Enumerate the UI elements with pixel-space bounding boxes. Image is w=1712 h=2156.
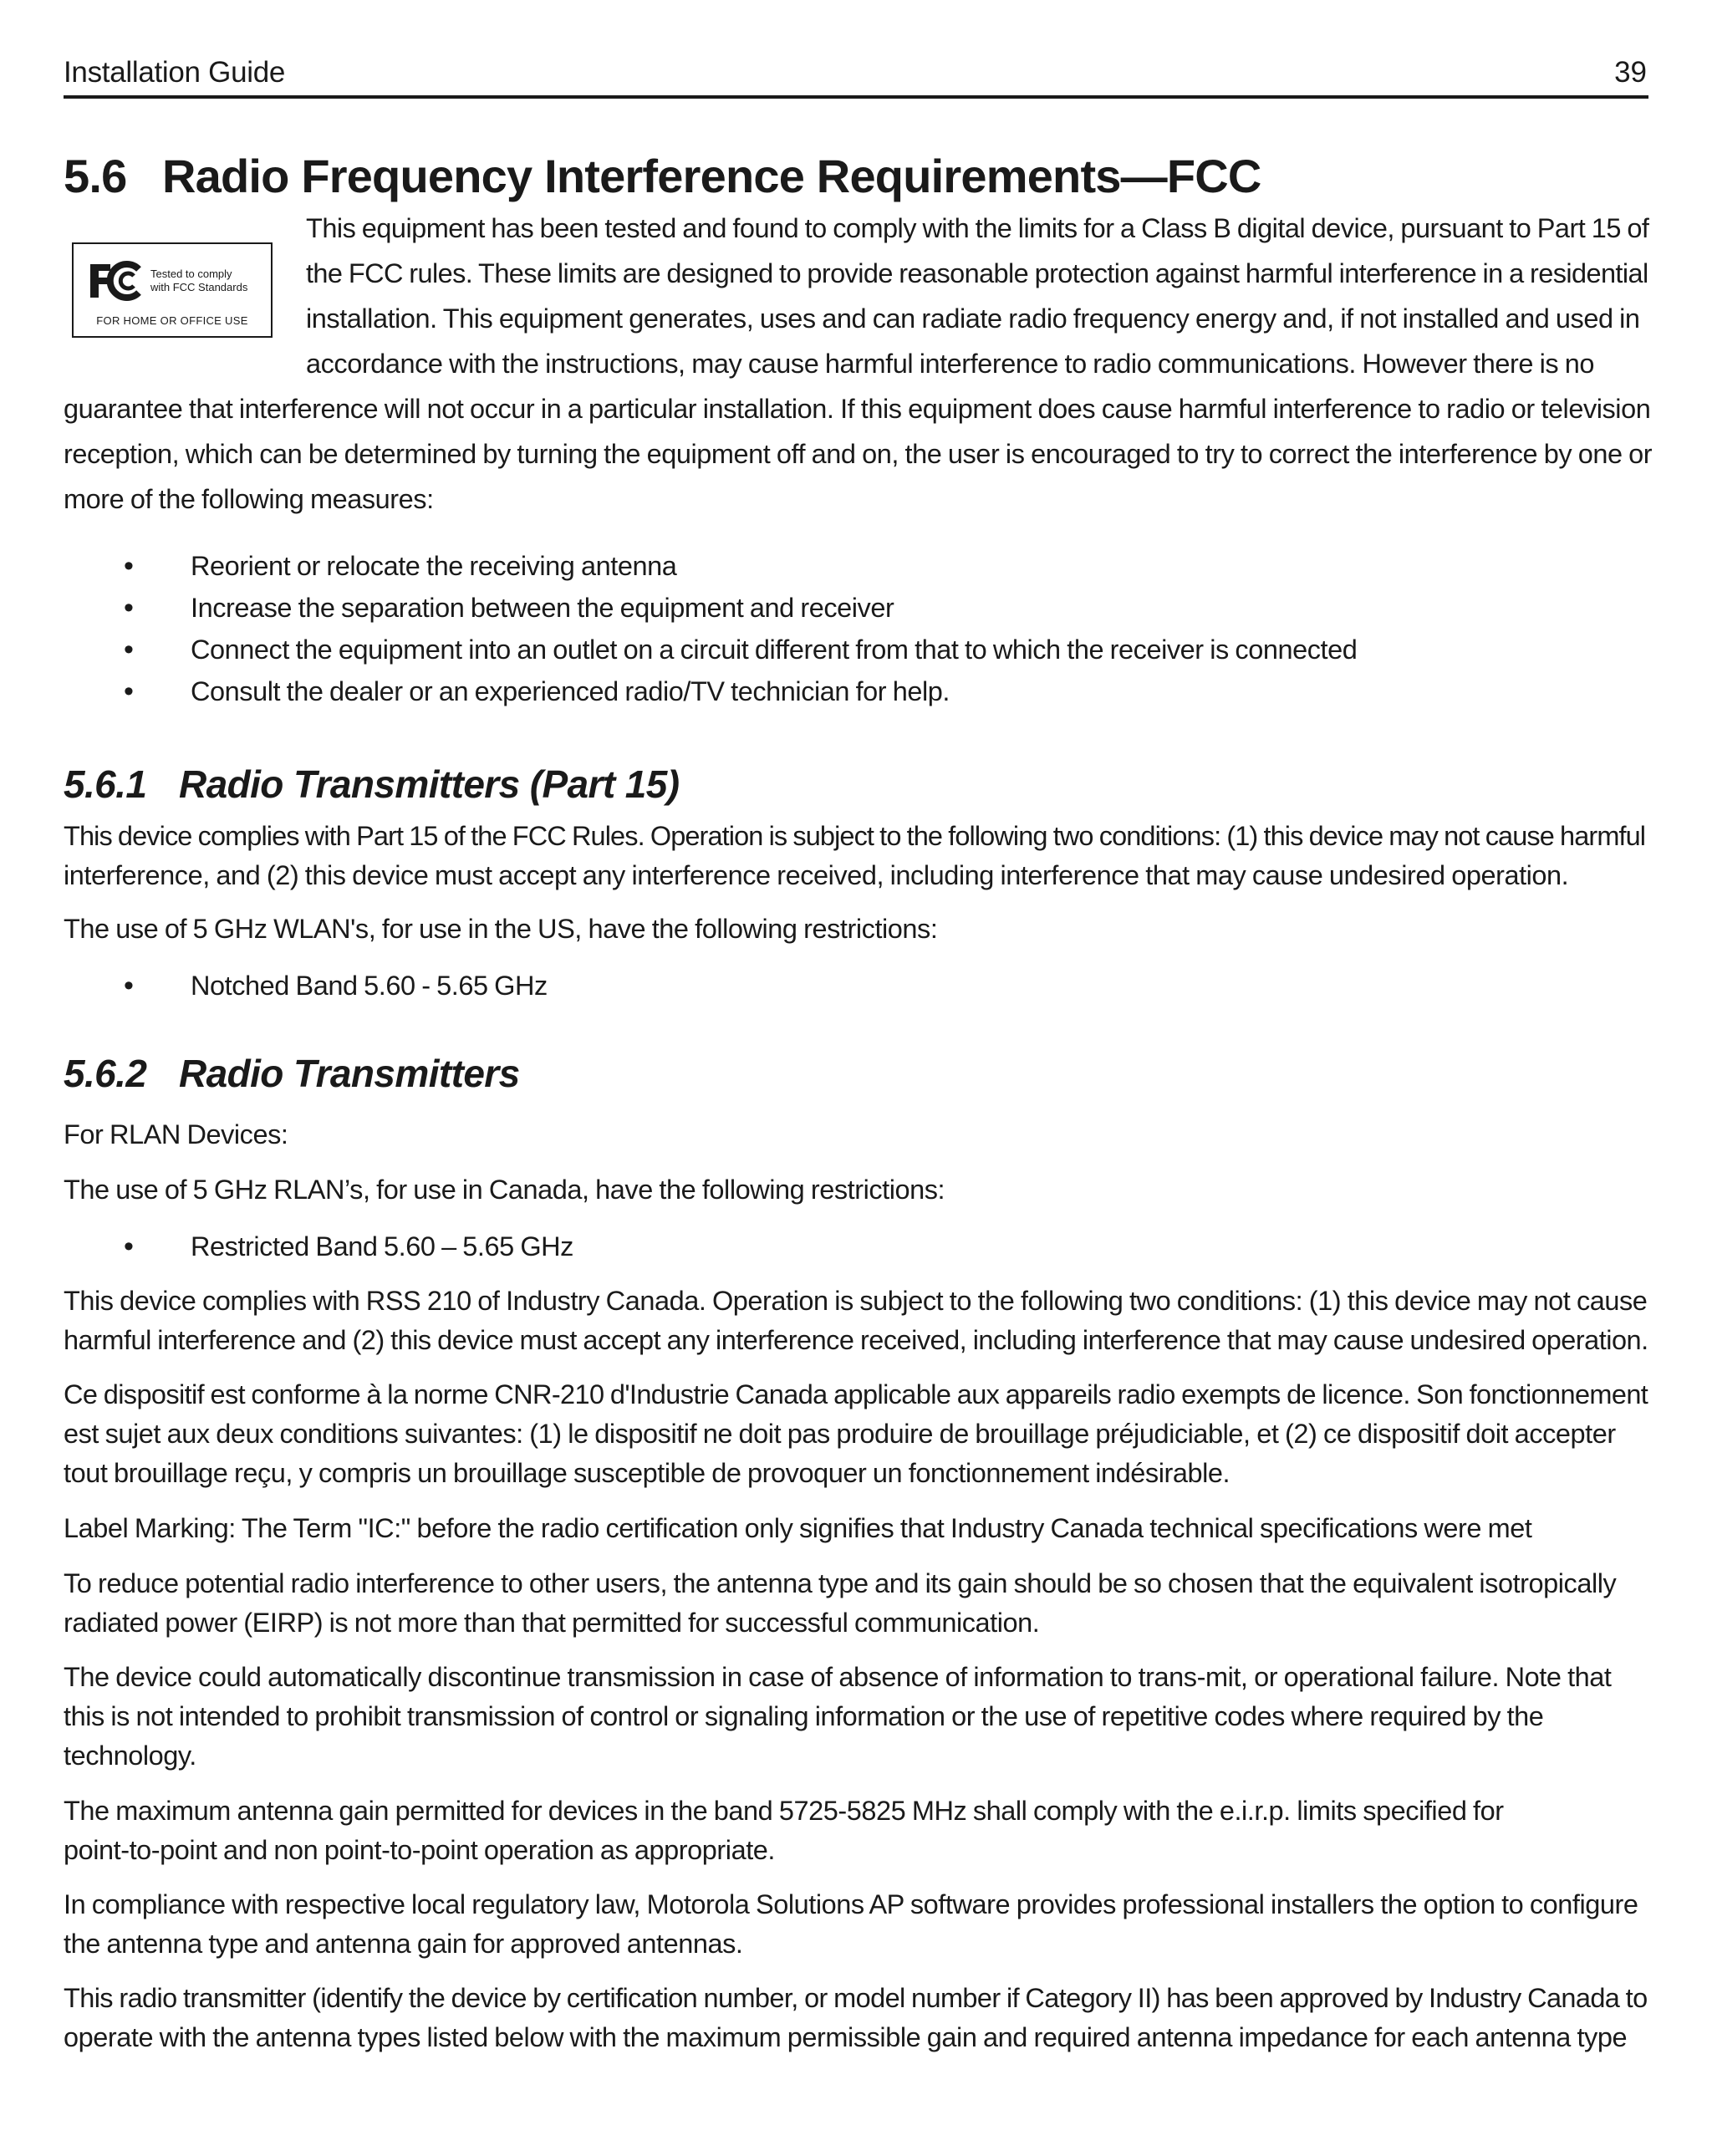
list-item-text: Reorient or relocate the receiving antenna [191, 551, 677, 581]
bullet-icon: • [124, 1231, 134, 1262]
section-number: 5.6 [64, 150, 127, 202]
local-compliance-paragraph [64, 1885, 1652, 1964]
intro-line: guarantee that interference will not occur in a particular installation. If this equipment does cause harmful interference to radio or television [64, 394, 1651, 424]
list-item [64, 587, 1357, 629]
subsection-title: Radio Transmitters (Part 15) [179, 762, 680, 806]
intro-line: reception, which can be determined by turning the equipment off and on, the user is encouraged to try to correct the interference by one or [64, 439, 1653, 469]
wlan-restrictions-paragraph: The use of 5 GHz WLAN's, for use in the US, have the following restrictions: [64, 914, 938, 944]
label-marking-paragraph: Label Marking: The Term "IC:" before the radio certification only signifies that Industry Canada technical specifications were met [64, 1513, 1532, 1543]
list-item-text: Connect the equipment into an outlet on a circuit different from that to which the receiver is connected [191, 635, 1358, 665]
bullet-icon: • [124, 634, 134, 665]
paragraph-line: To reduce potential radio interference to other users, the antenna type and its gain should be so chosen that the equivalent isotropically [64, 1568, 1617, 1598]
rlan-devices-paragraph: For RLAN Devices: [64, 1119, 288, 1149]
bullet-icon: • [124, 550, 134, 582]
bullet-icon: • [124, 675, 134, 707]
list-item-text: Consult the dealer or an experienced radio/TV technician for help. [191, 676, 950, 706]
list-item-text: Restricted Band 5.60 – 5.65 GHz [191, 1231, 573, 1261]
measures-list [64, 545, 1357, 712]
french-compliance-paragraph [64, 1375, 1652, 1493]
intro-paragraph-wrapped [306, 206, 1652, 386]
intro-line: accordance with the instructions, may cause harmful interference to radio communications. However there is no [306, 349, 1595, 379]
paragraph-line: point-to-point and non point-to-point operation as appropriate. [64, 1835, 775, 1865]
paragraph-line: this is not intended to prohibit transmission of control or signaling information or the use of repetitive codes where required by the [64, 1701, 1544, 1731]
canada-restrictions-paragraph: The use of 5 GHz RLAN’s, for use in Canada, have the following restrictions: [64, 1175, 945, 1205]
paragraph-line: This radio transmitter (identify the device by certification number, or model number if Category II) has been approved by Industry Canada to [64, 1983, 1648, 2013]
paragraph-line: operate with the antenna types listed below with the maximum permissible gain and required antenna impedance for each antenna type [64, 2022, 1628, 2052]
running-header [64, 52, 1648, 99]
list-item [64, 670, 1357, 712]
paragraph-line: radiated power (EIRP) is not more than that permitted for successful communication. [64, 1608, 1040, 1638]
intro-line: the FCC rules. These limits are designed to provide reasonable protection against harmful interference in a residential [306, 258, 1648, 288]
fcc-tested-line-1: Tested to comply [150, 268, 232, 280]
subsection-title: Radio Transmitters [179, 1052, 520, 1095]
subsection-heading-5-6-1 [64, 759, 679, 809]
list-item [64, 629, 1357, 670]
intro-line: This equipment has been tested and found to comply with the limits for a Class B digital device, pursuant to Part 15 of [306, 213, 1649, 243]
discontinue-transmission-paragraph [64, 1658, 1652, 1776]
intro-paragraph-full [64, 386, 1652, 522]
fcc-tested-line-2: with FCC Standards [150, 281, 248, 293]
paragraph-line: interference, and (2) this device must accept any interference received, including interference that may cause undesired operation. [64, 860, 1569, 890]
antenna-gain-paragraph [64, 1792, 1652, 1870]
subsection-heading-5-6-2 [64, 1048, 520, 1098]
paragraph-line: tout brouillage reçu, y compris un brouillage susceptible de provoquer un fonctionnement indésirable. [64, 1458, 1230, 1488]
fcc-mark-icon [85, 256, 144, 306]
page-number: 39 [1614, 56, 1647, 89]
section-heading [64, 147, 1261, 206]
fcc-tested-text [150, 268, 247, 294]
paragraph-line: In compliance with respective local regulatory law, Motorola Solutions AP software provides professional installers the option to configure [64, 1889, 1638, 1919]
paragraph-line: est sujet aux deux conditions suivantes: (1) le dispositif ne doit pas produire de brouillage préjudiciable, et (2) ce dispositif doit accepter [64, 1419, 1616, 1449]
part15-conditions-paragraph [64, 817, 1652, 895]
paragraph-line: The maximum antenna gain permitted for devices in the band 5725-5825 MHz shall comply with the e.i.r.p. limits specified for [64, 1796, 1504, 1826]
wlan-restrictions-list [64, 965, 548, 1007]
paragraph-line: technology. [64, 1741, 196, 1771]
subsection-number: 5.6.1 [64, 762, 147, 806]
list-item [64, 965, 548, 1007]
fcc-logo [72, 242, 273, 338]
antenna-approval-paragraph [64, 1979, 1652, 2057]
canada-restrictions-list [64, 1226, 573, 1267]
list-item-text: Notched Band 5.60 - 5.65 GHz [191, 971, 548, 1001]
section-title: Radio Frequency Interference Requirements—FCC [162, 150, 1261, 202]
reduce-interference-paragraph [64, 1564, 1652, 1643]
paragraph-line: This device complies with Part 15 of the FCC Rules. Operation is subject to the following two conditions: (1) this device may not cause harmful [64, 821, 1646, 851]
subsection-number: 5.6.2 [64, 1052, 147, 1095]
paragraph-line: harmful interference and (2) this device must accept any interference received, including interference that may cause undesired operation. [64, 1325, 1648, 1355]
list-item-text: Increase the separation between the equipment and receiver [191, 593, 894, 623]
list-item [64, 1226, 573, 1267]
intro-line: more of the following measures: [64, 484, 434, 514]
paragraph-line: This device complies with RSS 210 of Industry Canada. Operation is subject to the following two conditions: (1) this device may not cause [64, 1286, 1648, 1316]
paragraph-line: Ce dispositif est conforme à la norme CNR-210 d'Industrie Canada applicable aux appareils radio exempts de licence. Son fonctionnement [64, 1379, 1648, 1409]
bullet-icon: • [124, 592, 134, 624]
paragraph-line: The device could automatically discontinue transmission in case of absence of information to trans-mit, or operational failure. Note that [64, 1662, 1612, 1692]
paragraph-line: the antenna type and antenna gain for approved antennas. [64, 1929, 743, 1959]
rss210-paragraph [64, 1282, 1652, 1360]
bullet-icon: • [124, 970, 134, 1002]
intro-line: installation. This equipment generates, uses and can radiate radio frequency energy and, if not installed and used in [306, 303, 1640, 334]
header-title: Installation Guide [64, 56, 286, 89]
list-item [64, 545, 1357, 587]
fcc-usage-text: FOR HOME OR OFFICE USE [96, 314, 248, 327]
